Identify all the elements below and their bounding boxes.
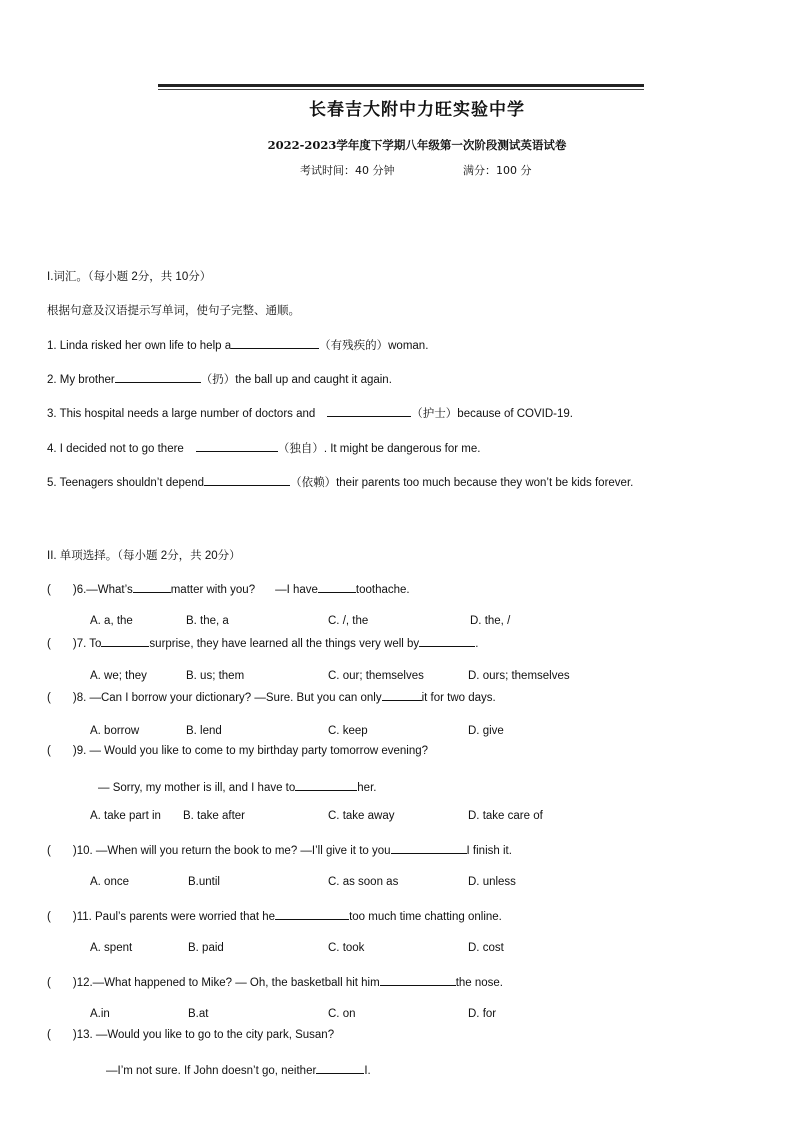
- answer-blank[interactable]: [231, 338, 319, 349]
- vocab-item-2: 2. My brother （扔）the ball up and caught it again.: [47, 374, 392, 386]
- q11-option-d[interactable]: D. cost: [468, 942, 504, 954]
- answer-blank: [382, 690, 422, 701]
- vocab-item-3: 3. This hospital needs a large number of doctors and （护士）because of COVID-19.: [47, 408, 573, 420]
- exam-time: 考试时间：40 分钟: [300, 164, 395, 177]
- q11-option-b[interactable]: B. paid: [188, 942, 224, 954]
- answer-blank[interactable]: [115, 372, 201, 383]
- q6-option-d[interactable]: D. the, /: [470, 615, 511, 627]
- question-11: ( )11. Paul’s parents were worried that he too much time chatting online.: [47, 911, 502, 923]
- vocab-item-4: 4. I decided not to go there （独自）. It might be dangerous for me.: [47, 443, 481, 455]
- q8-option-c[interactable]: C. keep: [328, 725, 368, 737]
- q6-option-b[interactable]: B. the, a: [186, 615, 229, 627]
- answer-blank: [380, 975, 456, 986]
- header-rule-thin: [158, 89, 644, 90]
- answer-blank: [391, 843, 467, 854]
- question-7: ( )7. To surprise, they have learned all the things very well by .: [47, 638, 479, 650]
- answer-blank: [295, 780, 357, 791]
- q9-option-b[interactable]: B. take after: [183, 810, 246, 822]
- q7-option-c[interactable]: C. our; themselves: [328, 670, 424, 682]
- answer-blank: [419, 636, 475, 647]
- q9-option-a[interactable]: A. take part in: [90, 810, 161, 822]
- question-8: ( )8. —Can I borrow your dictionary? —Sure. But you can only it for two days.: [47, 692, 496, 704]
- answer-blank[interactable]: [196, 441, 278, 452]
- q7-option-a[interactable]: A. we; they: [90, 670, 147, 682]
- vocab-item-5: 5. Teenagers shouldn’t depend （依赖）their parents too much because they won’t be kids forever.: [47, 477, 634, 489]
- q6-option-a[interactable]: A. a, the: [90, 615, 133, 627]
- q10-option-a[interactable]: A. once: [90, 876, 129, 888]
- question-6: ( )6.—What’s matter with you? —I have toothache.: [47, 584, 410, 596]
- q9-option-d[interactable]: D. take care of: [468, 810, 543, 822]
- q12-option-b[interactable]: B.at: [188, 1008, 209, 1020]
- question-13-response: —I’m not sure. If John doesn’t go, neither I.: [106, 1065, 371, 1077]
- q10-option-c[interactable]: C. as soon as: [328, 876, 399, 888]
- q9-option-c[interactable]: C. take away: [328, 810, 395, 822]
- answer-blank[interactable]: [204, 475, 290, 486]
- answer-blank: [316, 1063, 364, 1074]
- question-9: ( )9. — Would you like to come to my birthday party tomorrow evening?: [47, 745, 429, 757]
- question-10: ( )10. —When will you return the book to me? —I’ll give it to you I finish it.: [47, 845, 512, 857]
- answer-blank: [101, 636, 149, 647]
- q11-option-c[interactable]: C. took: [328, 942, 365, 954]
- question-12: ( )12.—What happened to Mike? — Oh, the basketball hit him the nose.: [47, 977, 504, 989]
- q12-option-d[interactable]: D. for: [468, 1008, 497, 1020]
- q12-option-c[interactable]: C. on: [328, 1008, 356, 1020]
- vocab-item-1: 1. Linda risked her own life to help a （有残疾的）woman.: [47, 340, 429, 352]
- q8-option-d[interactable]: D. give: [468, 725, 504, 737]
- q10-option-b[interactable]: B.until: [188, 876, 220, 888]
- section1-title: I.词汇。（每小题 2分，共 10分）: [47, 271, 212, 283]
- q10-option-d[interactable]: D. unless: [468, 876, 516, 888]
- q6-option-c[interactable]: C. /, the: [328, 615, 369, 627]
- section2-title: II. 单项选择。（每小题 2分，共 20分）: [47, 550, 241, 562]
- answer-blank[interactable]: [327, 406, 411, 417]
- exam-score: 满分：100 分: [463, 164, 532, 177]
- section1-instruction: 根据句意及汉语提示写单词，使句子完整、通顺。: [47, 305, 300, 317]
- q8-option-b[interactable]: B. lend: [186, 725, 222, 737]
- question-9-response: — Sorry, my mother is ill, and I have to her.: [98, 782, 377, 794]
- q11-option-a[interactable]: A. spent: [90, 942, 133, 954]
- q7-option-d[interactable]: D. ours; themselves: [468, 670, 570, 682]
- q7-option-b[interactable]: B. us; them: [186, 670, 245, 682]
- answer-blank: [133, 582, 171, 593]
- school-name: 长春吉大附中力旺实验中学: [309, 100, 525, 120]
- answer-blank: [275, 909, 349, 920]
- q8-option-a[interactable]: A. borrow: [90, 725, 140, 737]
- exam-title: 2022-2023学年度下学期八年级第一次阶段测试英语试卷: [267, 138, 567, 152]
- answer-blank: [318, 582, 356, 593]
- q12-option-a[interactable]: A.in: [90, 1008, 110, 1020]
- header-rule-thick: [158, 84, 644, 87]
- question-13: ( )13. —Would you like to go to the city park, Susan?: [47, 1029, 335, 1041]
